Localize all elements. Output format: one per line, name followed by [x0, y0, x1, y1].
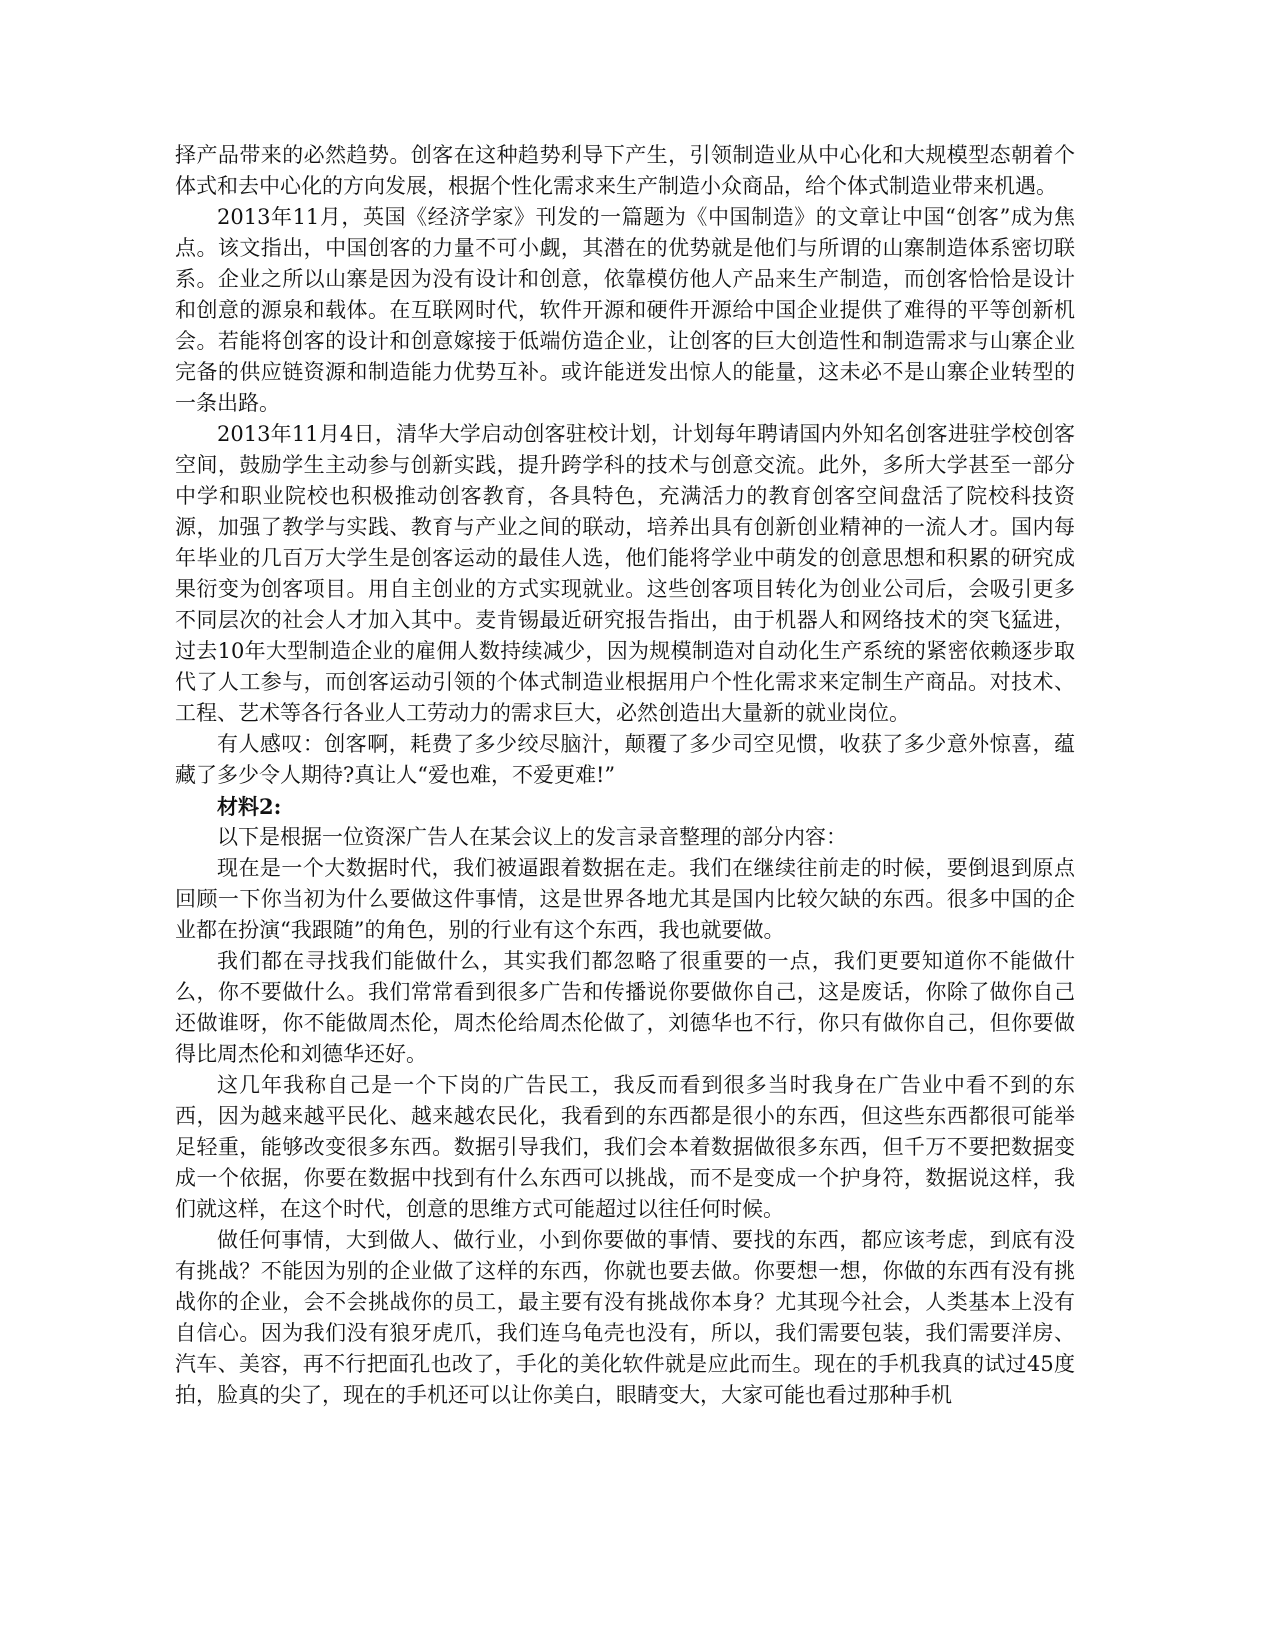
paragraph-tsinghua-plan: 2013年11月4日，清华大学启动创客驻校计划，计划每年聘请国内外知名创客进驻学校创客空间，鼓励学生主动参与创新实践，提升跨学科的技术与创意交流。此外，多所大学甚至一部分中学和职业院校也积极推动创客教育，各具特色，充满活力的教育创客空间盘活了院校科技资源，加强了教学与实践、教育与产业之间的联动，培养出具有创新创业精神的一流人才。国内每年毕业的几百万大学生是创客运动的最佳人选，他们能将学业中萌发的创意思想和积累的研究成果衍变为创客项目。用自主创业的方式实现就业。这些创客项目转化为创业公司后，会吸引更多不同层次的社会人才加入其中。麦肯锡最近研究报告指出，由于机器人和网络技术的突飞猛进，过去10年大型制造企业的雇佣人数持续减少，因为规模制造对自动化生产系统的紧密依赖逐步取代了人工参与，而创客运动引领的个体式制造业根据用户个性化需求来定制生产商品。对技术、工程、艺术等各行各业人工劳动力的需求巨大，必然创造出大量新的就业岗位。	[175, 422, 1075, 725]
paragraph-challenge: 做任何事情，大到做人、做行业，小到你要做的事情、要找的东西，都应该考虑，到底有没有挑战？不能因为别的企业做了这样的东西，你就也要去做。你要想一想，你做的东西有没有挑战你的企业，会不会挑战你的员工，最主要有没有挑战你本身？尤其现今社会，人类基本上没有自信心。因为我们没有狼牙虎爪，我们连乌龟壳也没有，所以，我们需要包装，我们需要洋房、汽车、美容，再不行把面孔也改了，手化的美化软件就是应此而生。现在的手机我真的试过45度拍，脸真的尖了，现在的手机还可以让你美白，眼睛变大，大家可能也看过那种手机	[175, 1228, 1075, 1407]
section-heading: 材料2:	[217, 794, 282, 819]
paragraph-sentiment: 有人感叹：创客啊，耗费了多少绞尽脑汁，颠覆了多少司空见惯，收获了多少意外惊喜，蕴藏了多少令人期待?真让人“爱也难，不爱更难!”	[175, 732, 1075, 787]
paragraph-big-data: 现在是一个大数据时代，我们被逼跟着数据在走。我们在继续往前走的时候，要倒退到原点回顾一下你当初为什么要做这件事情，这是世界各地尤其是国内比较欠缺的东西。很多中国的企业都在扮演“我跟随”的角色，别的行业有这个东西，我也就要做。	[175, 856, 1075, 942]
paragraph-what-not-to-do: 我们都在寻找我们能做什么，其实我们都忽略了很重要的一点，我们更要知道你不能做什么，你不要做什么。我们常常看到很多广告和传播说你要做你自己，这是废话，你除了做你自己还做谁呀，你不能做周杰伦，周杰伦给周杰伦做了，刘德华也不行，你只有做你自己，但你要做得比周杰伦和刘德华还好。	[175, 949, 1075, 1066]
paragraph-advertising-worker: 这几年我称自己是一个下岗的广告民工，我反而看到很多当时我身在广告业中看不到的东西，因为越来越平民化、越来越农民化，我看到的东西都是很小的东西，但这些东西都很可能举足轻重，能够改变很多东西。数据引导我们，我们会本着数据做很多东西，但千万不要把数据变成一个依据，你要在数据中找到有什么东西可以挑战，而不是变成一个护身符，数据说这样，我们就这样，在这个时代，创意的思维方式可能超过以往任何时候。	[175, 1073, 1075, 1221]
paragraph-intro: 以下是根据一位资深广告人在某会议上的发言录音整理的部分内容：	[217, 825, 847, 849]
paragraph-continued: 择产品带来的必然趋势。创客在这种趋势利导下产生，引领制造业从中心化和大规模型态朝着个体式和去中心化的方向发展，根据个性化需求来生产制造小众商品，给个体式制造业带来机遇。	[175, 143, 1075, 198]
paragraph-economist-article: 2013年11月，英国《经济学家》刊发的一篇题为《中国制造》的文章让中国“创客”成为焦点。该文指出，中国创客的力量不可小觑，其潜在的优势就是他们与所谓的山寨制造体系密切联系。企业之所以山寨是因为没有设计和创意，依靠模仿他人产品来生产制造，而创客恰恰是设计和创意的源泉和载体。在互联网时代，软件开源和硬件开源给中国企业提供了难得的平等创新机会。若能将创客的设计和创意嫁接于低端仿造企业，让创客的巨大创造性和制造需求与山寨企业完备的供应链资源和制造能力优势互补。或许能迸发出惊人的能量，这未必不是山寨企业转型的一条出路。	[175, 205, 1075, 415]
document-page	[175, 140, 1075, 1411]
